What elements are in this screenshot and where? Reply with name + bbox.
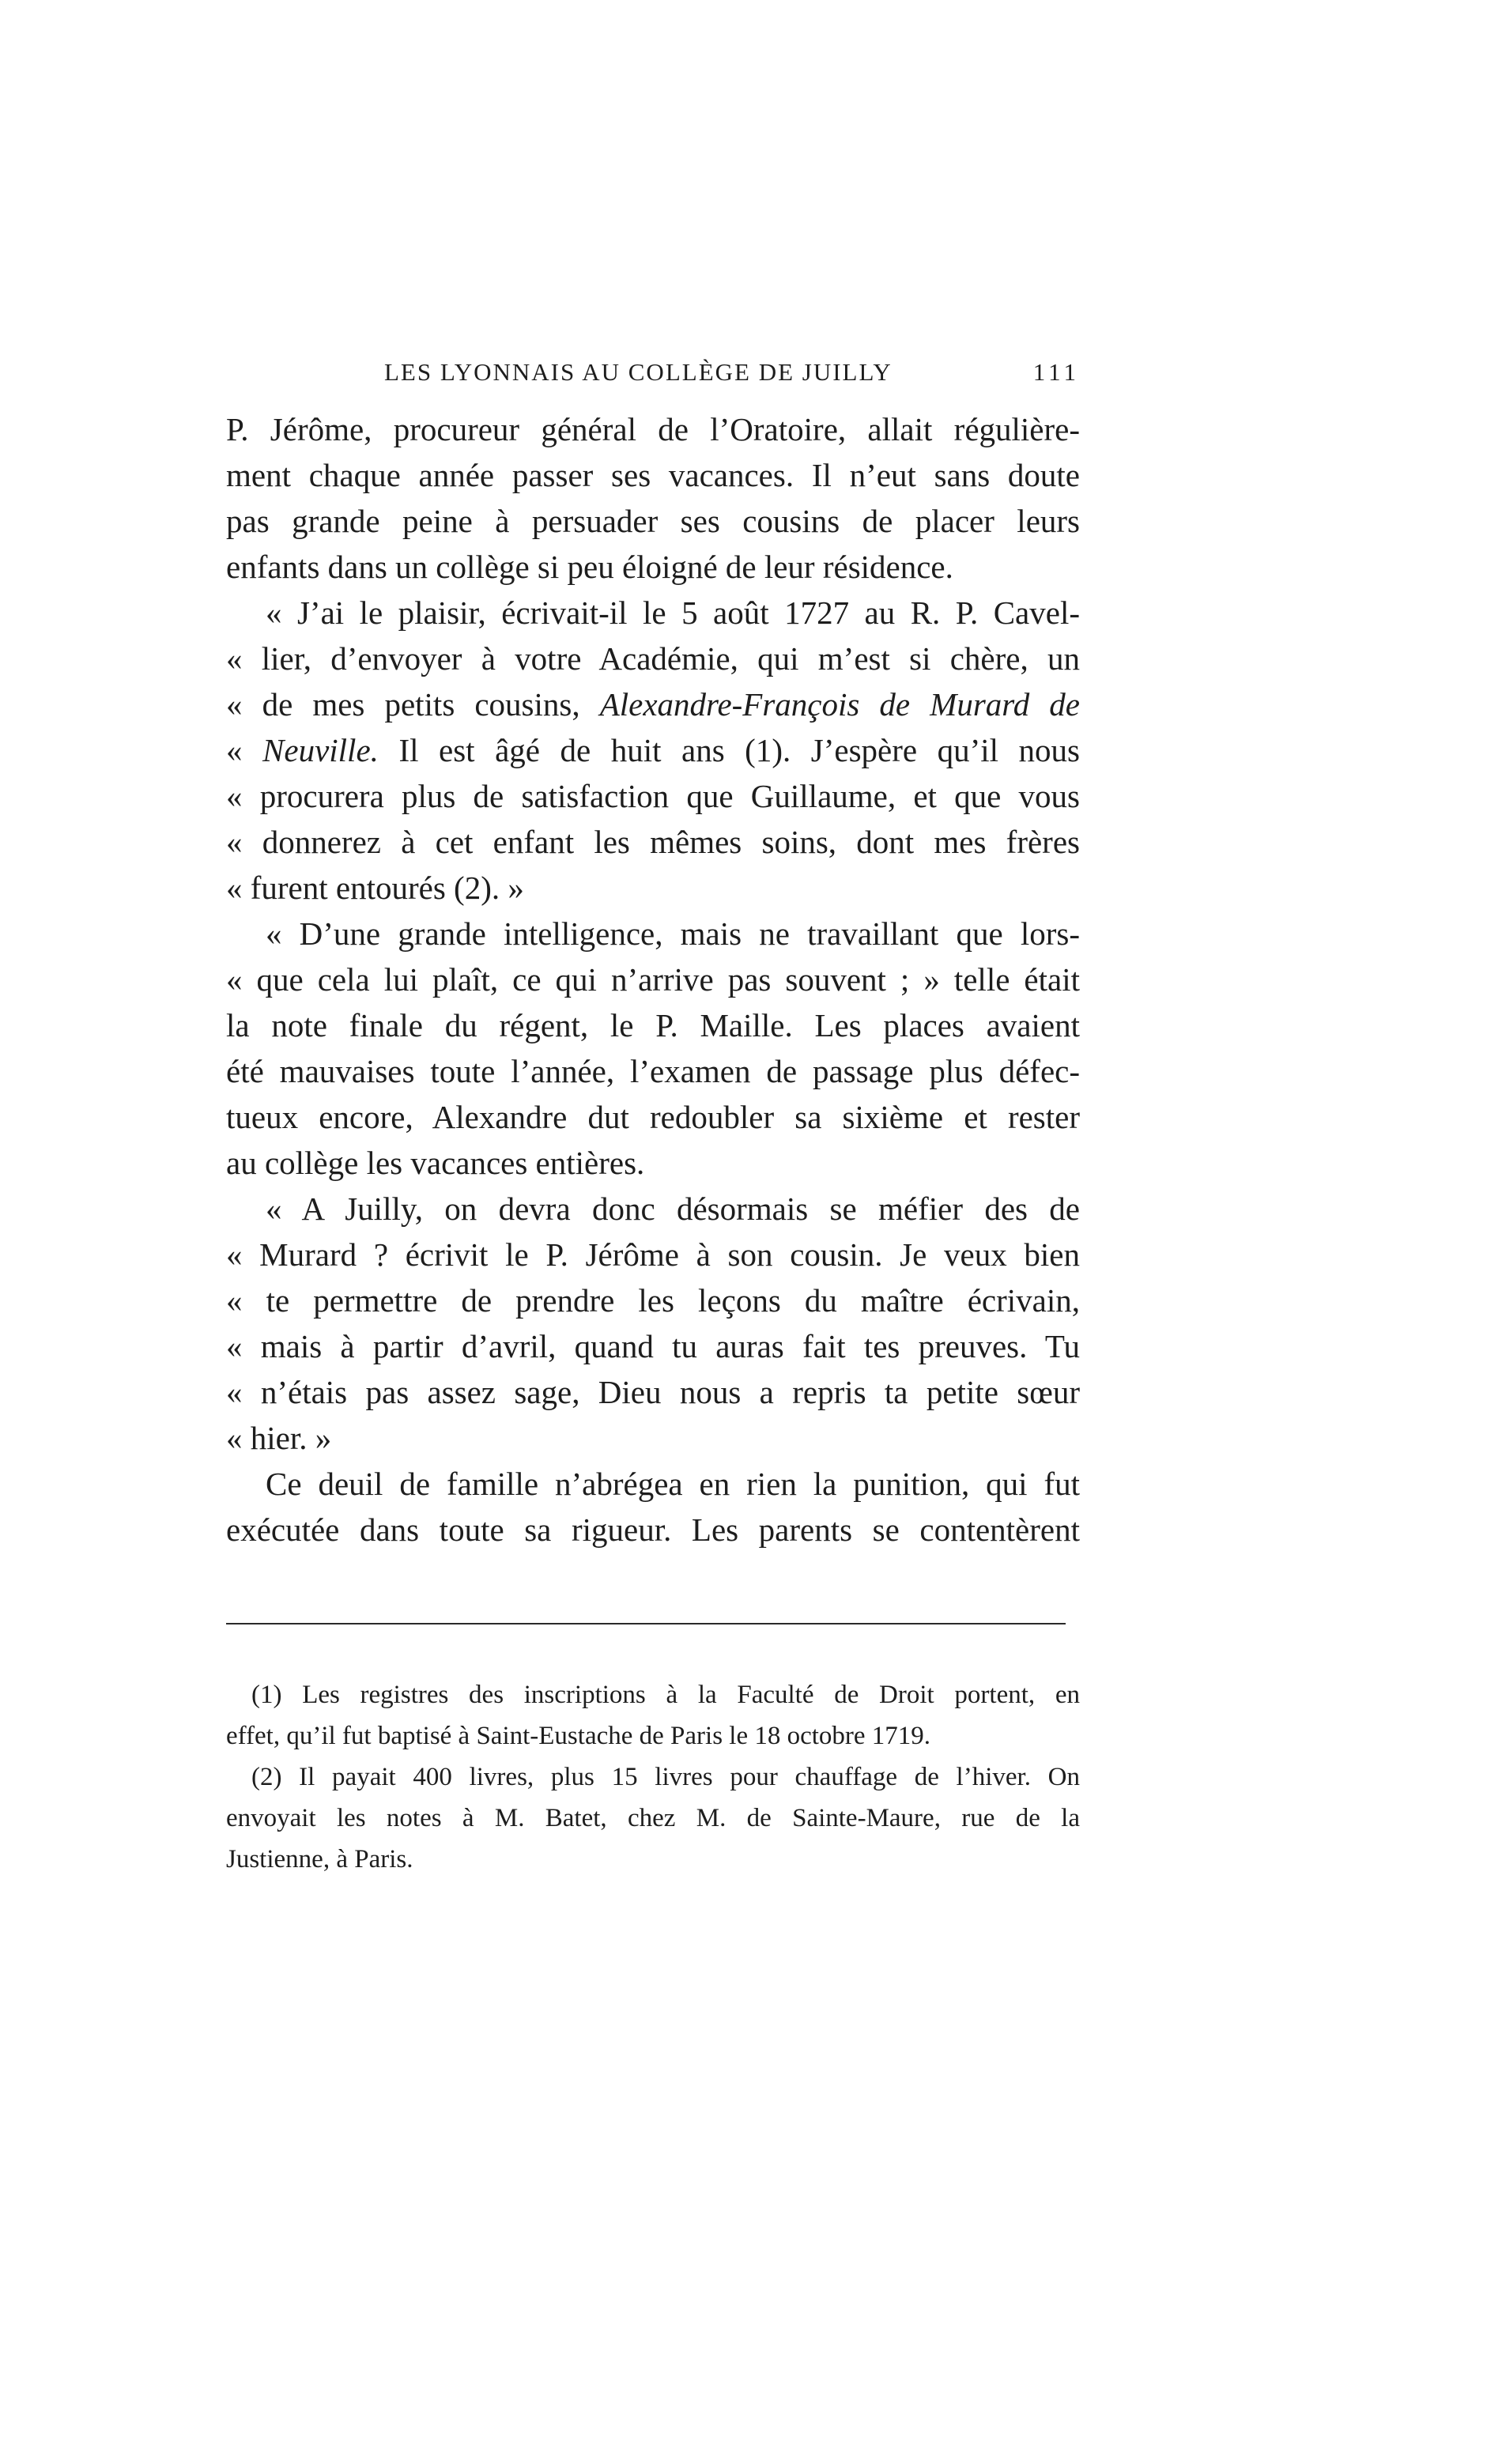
text-line (226, 727, 1080, 773)
text-line: Ce deuil de famille n’abrégea en rien la punition, qui fut (266, 1466, 1080, 1502)
text-line: « mais à partir d’avril, quand tu auras fait tes preuves. Tu (226, 1328, 1080, 1364)
footnote-line: (2) Il payait 400 livres, plus 15 livres pour chauffage de l’hiver. On (251, 1763, 1080, 1791)
text-line: au collège les vacances entières. (226, 1145, 645, 1181)
text-line: « J’ai le plaisir, écrivait-il le 5 août 1727 au R. P. Cavel- (266, 594, 1080, 631)
body-text (226, 406, 1080, 1553)
italic-name: Neuville. (262, 732, 379, 768)
page-number: 111 (1032, 358, 1080, 386)
text-line: ment chaque année passer ses vacances. Il n’eut sans doute (226, 457, 1080, 493)
running-title: LES LYONNAIS AU COLLÈGE DE JUILLY (384, 358, 893, 386)
text-line: « procurera plus de satisfaction que Guillaume, et que vous (226, 778, 1080, 814)
text-line: « D’une grande intelligence, mais ne travaillant que lors- (266, 915, 1080, 952)
text-line: pas grande peine à persuader ses cousins de placer leurs (226, 503, 1080, 539)
footnote-line: (1) Les registres des inscriptions à la Faculté de Droit portent, en (251, 1681, 1080, 1709)
footnote-line: effet, qu’il fut baptisé à Saint-Eustache de Paris le 18 octobre 1719. (226, 1722, 931, 1750)
text-segment: « (226, 732, 243, 768)
text-segment: Il est âgé de huit ans (1). J’espère qu’il nous (398, 732, 1081, 768)
text-line: « hier. » (226, 1420, 332, 1456)
text-line: P. Jérôme, procureur général de l’Oratoire, allait régulière- (226, 411, 1080, 447)
text-line: « que cela lui plaît, ce qui n’arrive pas souvent ; » telle était (226, 961, 1080, 998)
text-line: la note finale du régent, le P. Maille. Les places avaient (226, 1007, 1080, 1043)
text-line: été mauvaises toute l’année, l’examen de passage plus défec- (226, 1053, 1080, 1089)
footnote-rule (226, 1623, 1066, 1624)
running-head (226, 353, 1080, 392)
text-line: « te permettre de prendre les leçons du maître écrivain, (226, 1282, 1080, 1319)
text-line (226, 681, 1080, 727)
text-line: « A Juilly, on devra donc désormais se méfier des de (266, 1190, 1080, 1227)
footnote-line: Justienne, à Paris. (226, 1845, 413, 1873)
text-line: « donnerez à cet enfant les mêmes soins, dont mes frères (226, 824, 1080, 860)
text-line: « lier, d’envoyer à votre Académie, qui m’est si chère, un (226, 640, 1080, 677)
text-line: « Murard ? écrivit le P. Jérôme à son cousin. Je veux bien (226, 1236, 1080, 1273)
footnote-line: envoyait les notes à M. Batet, chez M. de Sainte-Maure, rue de la (226, 1804, 1080, 1832)
italic-name: Alexandre-François de Murard de (599, 686, 1080, 723)
footnotes (226, 1674, 1080, 1880)
text-line: enfants dans un collège si peu éloigné de leur résidence. (226, 549, 953, 585)
text-line: tueux encore, Alexandre dut redoubler sa sixième et rester (226, 1099, 1080, 1135)
text-line: « n’étais pas assez sage, Dieu nous a repris ta petite sœur (226, 1374, 1080, 1410)
text-line: exécutée dans toute sa rigueur. Les parents se contentèrent (226, 1511, 1080, 1548)
text-segment: « de mes petits cousins, (226, 686, 580, 723)
text-line: « furent entourés (2). » (226, 870, 524, 906)
